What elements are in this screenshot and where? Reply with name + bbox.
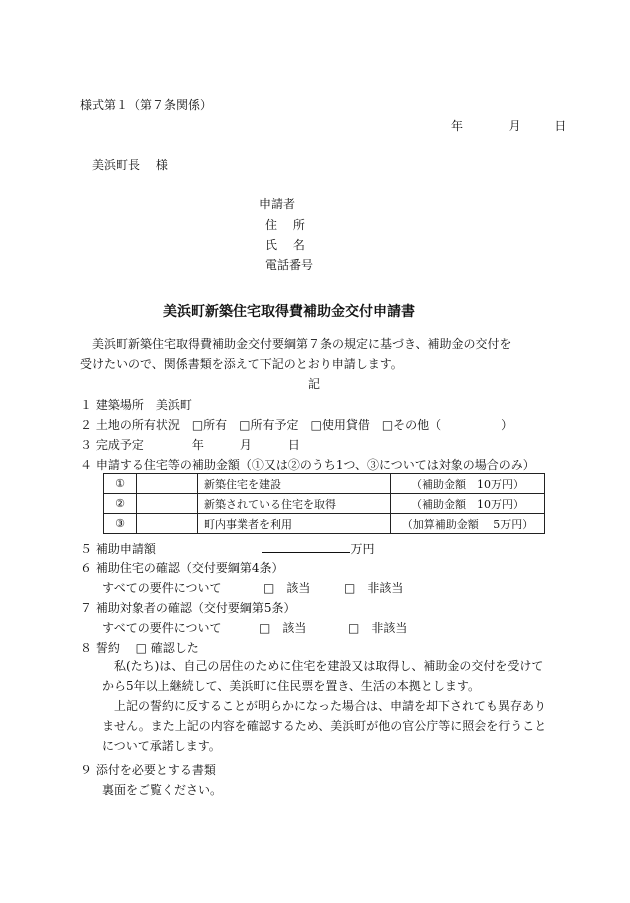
oath-paragraph-1: 私(たち)は、自己の居住のために住宅を建設又は取得し、補助金の交付を受けてから5年以上継続して、美浜町に住民票を置き、生活の本拠とします。 — [102, 659, 544, 693]
item-9-note: 裏面をご覧ください。 — [102, 783, 223, 797]
form-number: 様式第１（第７条関係） — [80, 98, 213, 112]
row-check-cell[interactable] — [137, 494, 198, 514]
item-7-applicable[interactable]: □ 該当 — [259, 621, 307, 635]
applicant-phone-label: 電話番号 — [265, 258, 314, 272]
table-row — [104, 474, 545, 494]
row-check-cell[interactable] — [137, 474, 198, 494]
row-description: 新築されている住宅を取得 — [198, 494, 391, 514]
subsidy-table — [103, 473, 545, 534]
item-6-not-applicable[interactable]: □ 非該当 — [344, 581, 404, 595]
applicant-name-label: 氏 名 — [265, 238, 305, 252]
item-9-attachments: ９ 添付を必要とする書類 — [80, 763, 216, 777]
item-6-applicable[interactable]: □ 該当 — [263, 581, 311, 595]
row-description: 町内事業者を利用 — [198, 514, 391, 534]
row-number: ① — [104, 474, 137, 494]
row-amount: （補助金額 10万円） — [391, 494, 545, 514]
item-8-pledge: ８ 誓約 □ 確認した — [80, 641, 199, 655]
row-number: ③ — [104, 514, 137, 534]
item-6-requirements: すべての要件について — [102, 581, 222, 595]
item-7-not-applicable[interactable]: □ 非該当 — [348, 621, 408, 635]
amount-entry-line[interactable] — [262, 540, 350, 553]
item-6-housing-check: ６ 補助住宅の確認（交付要綱第4条） — [80, 561, 284, 575]
row-number: ② — [104, 494, 137, 514]
date-day: 日 — [554, 119, 567, 133]
row-description: 新築住宅を建設 — [198, 474, 391, 494]
item-5-label: ５ 補助申請額 — [80, 542, 156, 556]
date-year: 年 — [451, 119, 464, 133]
item-5-application-amount — [80, 540, 375, 557]
item-1-location: １ 建築場所 美浜町 — [80, 398, 192, 412]
amount-unit: 万円 — [350, 542, 375, 556]
date-line — [451, 118, 566, 134]
oath-paragraph-2: 上記の誓約に反することが明らかになった場合は、申請を却下されても異存ありません。また上記の内容を確認するため、美浜町が他の官公庁等に照会を行うことについて承諾します。 — [102, 699, 547, 753]
applicant-heading: 申請者 — [259, 197, 296, 211]
item-7-requirements: すべての要件について — [102, 621, 222, 635]
document-title: 美浜町新築住宅取得費補助金交付申請書 — [163, 304, 415, 320]
intro-line-2: 受けたいので、関係書類を添えて下記のとおり申請します。 — [80, 357, 403, 371]
intro-line-1: 美浜町新築住宅取得費補助金交付要綱第７条の規定に基づき、補助金の交付を — [92, 337, 512, 351]
item-7-applicant-check: ７ 補助対象者の確認（交付要綱第5条） — [80, 601, 296, 615]
table-row — [104, 494, 545, 514]
date-month: 月 — [508, 119, 521, 133]
row-check-cell[interactable] — [137, 514, 198, 534]
addressee: 美浜町長 様 — [92, 158, 168, 172]
item-2-land-ownership: ２ 土地の所有状況 □所有 □所有予定 □使用貸借 □その他（ ） — [80, 418, 514, 432]
row-amount: （加算補助金額 5万円） — [391, 514, 545, 534]
table-row — [104, 514, 545, 534]
ki-heading: 記 — [308, 377, 321, 391]
item-4-subsidy-amount: ４ 申請する住宅等の補助金額（①又は②のうち1つ、③については対象の場合のみ） — [80, 458, 535, 472]
applicant-address-label: 住 所 — [265, 218, 305, 232]
row-amount: （補助金額 10万円） — [391, 474, 545, 494]
item-3-completion: ３ 完成予定 年 月 日 — [80, 438, 300, 452]
